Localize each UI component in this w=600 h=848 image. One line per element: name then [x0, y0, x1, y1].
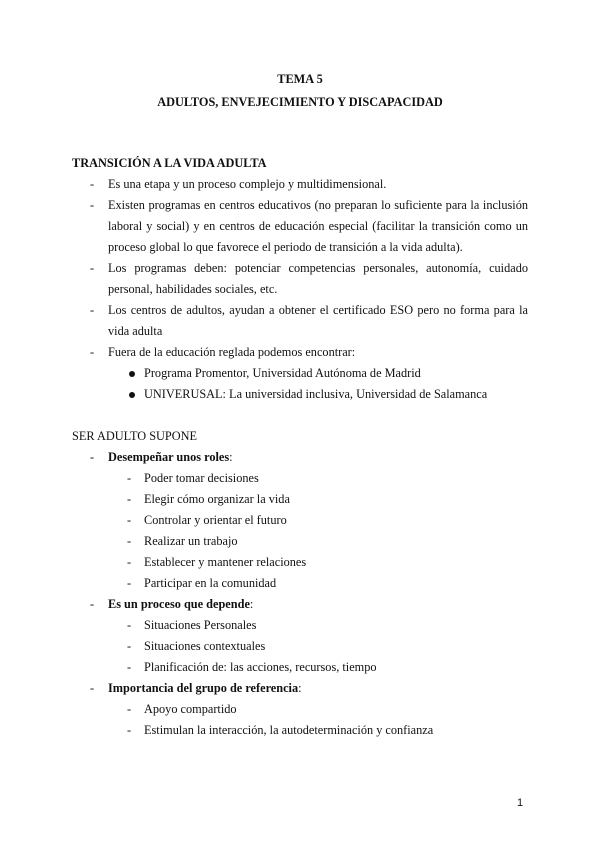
dash-marker: -	[127, 639, 132, 653]
sub-list-item: Establecer y mantener relaciones	[144, 555, 307, 569]
dash-marker: -	[90, 450, 95, 464]
section-heading-transicion: TRANSICIÓN A LA VIDA ADULTA	[72, 156, 267, 170]
dash-marker: -	[127, 660, 132, 674]
sub-list-item: Apoyo compartido	[144, 702, 237, 716]
sub-list-item: Realizar un trabajo	[144, 534, 238, 548]
document-title: TEMA 5	[277, 72, 323, 86]
group-title-bold: Importancia del grupo de referencia	[108, 681, 299, 695]
sub-list-item: UNIVERUSAL: La universidad inclusiva, Universidad de Salamanca	[144, 387, 488, 401]
dash-marker: -	[127, 723, 132, 737]
group-title-suffix: :	[298, 681, 302, 695]
group-title	[108, 681, 302, 696]
dash-marker: -	[90, 345, 95, 359]
list-item-line: laboral y social) y en centros de educación especial (facilitar la transición como un	[108, 219, 528, 233]
sub-list-item: Estimulan la interacción, la autodeterminación y confianza	[144, 723, 434, 737]
sub-list-item: Programa Promentor, Universidad Autónoma de Madrid	[144, 366, 421, 380]
dash-marker: -	[127, 513, 132, 527]
sub-list-item: Participar en la comunidad	[144, 576, 277, 590]
list-item: Fuera de la educación reglada podemos encontrar:	[108, 345, 356, 359]
list-item: Es una etapa y un proceso complejo y multidimensional.	[108, 177, 387, 191]
sub-list-item: Situaciones Personales	[144, 618, 257, 632]
bullet-icon	[129, 392, 135, 398]
list-item-line: Existen programas en centros educativos (no preparan lo suficiente para la inclusión	[108, 198, 528, 212]
list-item-line: proceso global lo que favorece el periodo de transición a la vida adulta).	[108, 240, 463, 254]
dash-marker: -	[127, 471, 132, 485]
sub-list-item: Elegir cómo organizar la vida	[144, 492, 290, 506]
sub-list-item: Situaciones contextuales	[144, 639, 266, 653]
dash-marker: -	[90, 198, 95, 212]
group-title	[108, 450, 233, 465]
bullet-icon	[129, 371, 135, 377]
section-heading-ser-adulto: SER ADULTO SUPONE	[72, 429, 198, 443]
dash-marker: -	[127, 702, 132, 716]
list-item-line: Los programas deben: potenciar competencias personales, autonomía, cuidado	[108, 261, 528, 275]
dash-marker: -	[127, 618, 132, 632]
list-item-line: Los centros de adultos, ayudan a obtener el certificado ESO pero no forma para la	[108, 303, 528, 317]
dash-marker: -	[90, 177, 95, 191]
dash-marker: -	[90, 597, 95, 611]
group-title	[108, 597, 253, 612]
sub-list-item: Planificación de: las acciones, recursos, tiempo	[144, 660, 377, 674]
group-title-suffix: :	[249, 597, 254, 611]
document-subtitle: ADULTOS, ENVEJECIMIENTO Y DISCAPACIDAD	[157, 95, 443, 109]
sub-list-item: Controlar y orientar el futuro	[144, 513, 287, 527]
dash-marker: -	[90, 303, 95, 317]
dash-marker: -	[90, 261, 95, 275]
list-item-line: personal, habilidades sociales, etc.	[108, 282, 278, 296]
sub-list-item: Poder tomar decisiones	[144, 471, 259, 485]
group-title-bold: Es un proceso que depende	[108, 597, 250, 611]
page-number: 1	[517, 797, 524, 809]
list-item-line: vida adulta	[108, 324, 163, 338]
dash-marker: -	[90, 681, 95, 695]
group-title-suffix: :	[229, 450, 233, 464]
dash-marker: -	[127, 576, 132, 590]
group-title-bold: Desempeñar unos roles	[108, 450, 230, 464]
dash-marker: -	[127, 555, 132, 569]
dash-marker: -	[127, 534, 132, 548]
dash-marker: -	[127, 492, 132, 506]
